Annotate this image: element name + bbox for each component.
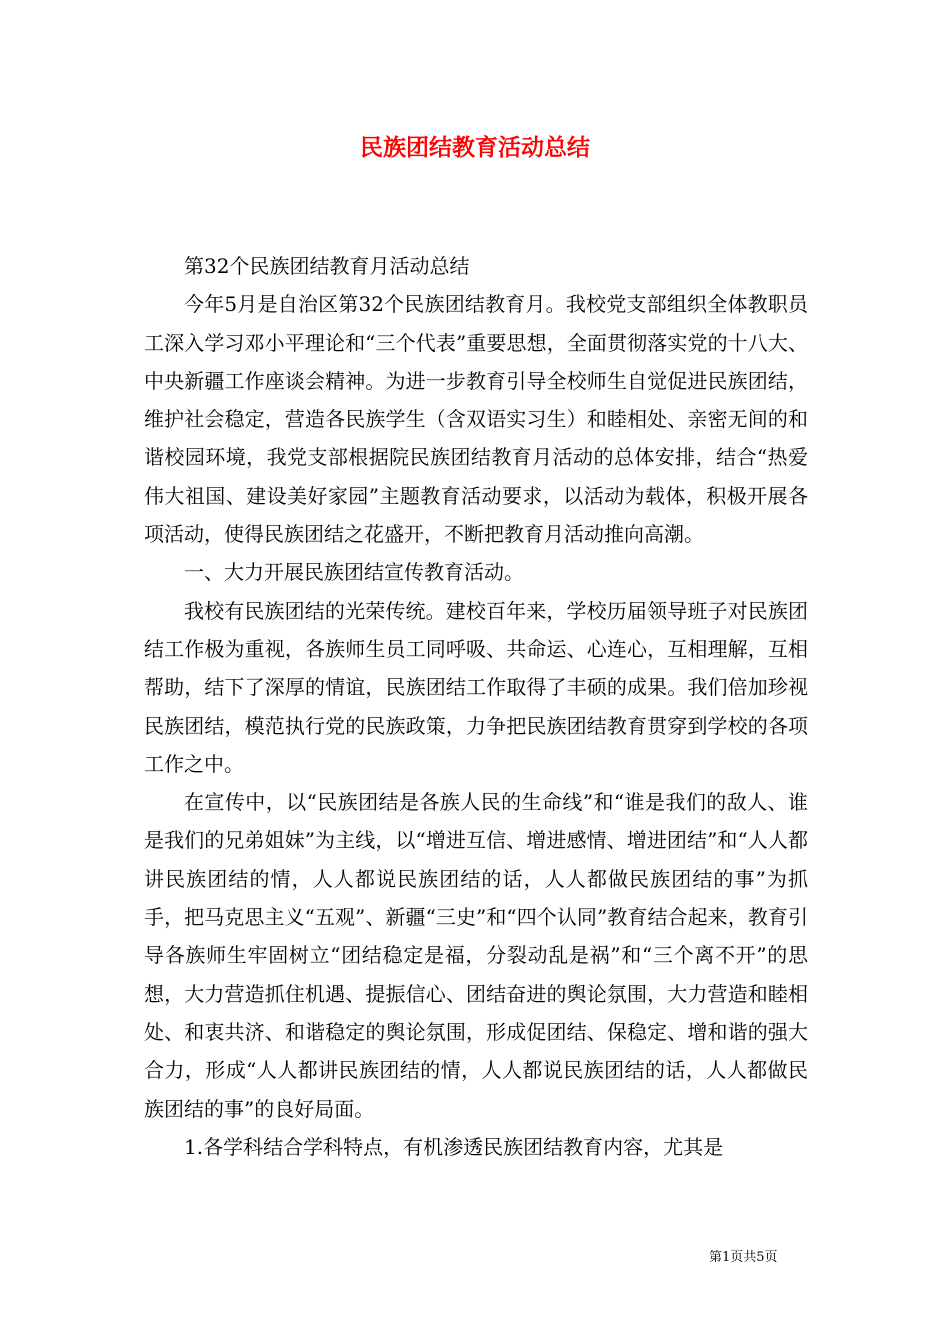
paragraph-tradition: 我校有民族团结的光荣传统。建校百年来，学校历届领导班子对民族团结工作极为重视，各族师生员工同呼吸、共命运、心连心，互相理解，互相帮助，结下了深厚的情谊，民族团结工作取得了丰硕的成果。我们倍加珍视民族团结，模范执行党的民族政策，力争把民族团结教育贯穿到学校的各项工作之中。 bbox=[144, 598, 808, 776]
paragraph-intro: 今年5月是自治区第32个民族团结教育月。我校党支部组织全体教职员工深入学习邓小平理论和“三个代表”重要思想，全面贯彻落实党的十八大、中央新疆工作座谈会精神。为进一步教育引导全校师生自觉促进民族团结，维护社会稳定，营造各民族学生（含双语实习生）和睦相处、亲密无间的和谐校园环境，我党支部根据院民族团结教育月活动的总体安排，结合“热爱伟大祖国、建设美好家园”主题教育活动要求，以活动为载体，积极开展各项活动，使得民族团结之花盛开，不断把教育月活动推向高潮。 bbox=[144, 292, 808, 547]
paragraph-publicity: 在宣传中，以“民族团结是各族人民的生命线”和“谁是我们的敌人、谁是我们的兄弟姐妹”为主线，以“增进互信、增进感情、增进团结”和“人人都讲民族团结的情，人人都说民族团结的话，人人都做民族团结的事”为抓手，把马克思主义“五观”、新疆“三史”和“四个认同”教育结合起来，教育引导各族师生牢固树立“团结稳定是福，分裂动乱是祸”和“三个离不开”的思想，大力营造抓住机遇、提振信心、团结奋进的舆论氛围，大力营造和睦相处、和衷共济、和谐稳定的舆论氛围，形成促团结、保稳定、增和谐的强大合力，形成“人人都讲民族团结的情，人人都说民族团结的话，人人都做民族团结的事”的良好局面。 bbox=[144, 790, 808, 1121]
paragraph-section-heading: 一、大力开展民族团结宣传教育活动。 bbox=[184, 560, 524, 585]
paragraph-item-1: 1.各学科结合学科特点，有机渗透民族团结教育内容，尤其是 bbox=[184, 1134, 724, 1159]
page-number-footer: 第1页共5页 bbox=[709, 1250, 778, 1265]
document-title: 民族团结教育活动总结 bbox=[360, 134, 590, 161]
document-body bbox=[144, 247, 808, 1166]
paragraph-subtitle: 第32个民族团结教育月活动总结 bbox=[184, 254, 470, 278]
